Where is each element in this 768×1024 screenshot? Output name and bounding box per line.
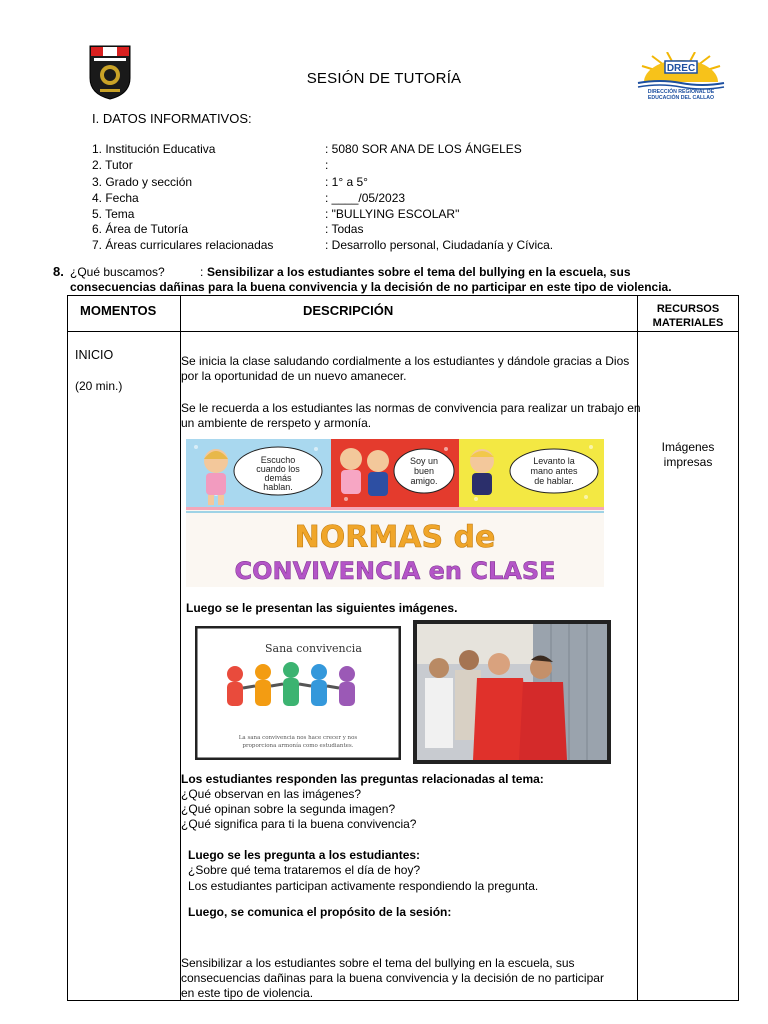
banner-bubble1-line3: demás <box>264 473 292 483</box>
desc-responden-heading: Los estudiantes responden las preguntas relacionadas al tema: <box>181 772 544 786</box>
desc-p2-line1: Se le recuerda a los estudiantes las normas de convivencia para realizar un trabajo en <box>181 401 641 415</box>
sana-convivencia-image <box>195 626 401 760</box>
banner-bubble3-line3: de hablar. <box>534 476 574 486</box>
info-value-tutor: : <box>325 158 329 172</box>
svg-text:DIRECCIÓN REGIONAL DE: DIRECCIÓN REGIONAL DE <box>647 89 715 95</box>
desc-question4: ¿Sobre qué tema trataremos el día de hoy? <box>188 863 421 877</box>
info-value-institucion: : 5080 SOR ANA DE LOS ÁNGELES <box>325 142 522 156</box>
desc-question1: ¿Qué observan en las imágenes? <box>181 787 362 801</box>
info-label-areas-curriculares: 7. Áreas curriculares relacionadas <box>92 238 274 252</box>
desc-p1-line1: Se inicia la clase saludando cordialmente a los estudiantes y dándole gracias a Dios <box>181 354 630 368</box>
desc-luego-presentan: Luego se le presentan las siguientes imágenes. <box>186 601 458 615</box>
banner-bubble1-line4: hablan. <box>263 482 293 492</box>
header-recursos-line2: MATERIALES <box>652 317 724 329</box>
info-label-grado: 3. Grado y sección <box>92 175 193 189</box>
banner-title-line1: NORMAS de <box>294 520 496 555</box>
info-label-tema: 5. Tema <box>92 207 135 221</box>
desc-question2: ¿Qué opinan sobre la segunda imagen? <box>181 802 396 816</box>
banner-bubble2-line1: Soy un <box>409 456 439 466</box>
header-recursos-line1: RECURSOS <box>656 303 720 315</box>
img1-caption-line1: La sana convivencia nos hace crecer y nos <box>238 735 358 741</box>
desc-p2-line2: un ambiente de rerspeto y armonía. <box>181 416 372 430</box>
desc-proposito-line3: en este tipo de violencia. <box>181 986 314 1000</box>
header-momentos: MOMENTOS <box>80 303 157 318</box>
question-colon: : <box>200 265 204 279</box>
img1-title: Sana convivencia <box>265 642 362 655</box>
info-value-areas-curriculares: : Desarrollo personal, Ciudadanía y Cívica. <box>325 238 554 252</box>
banner-bubble2-line3: amigo. <box>410 476 438 486</box>
question-label: ¿Qué buscamos? <box>70 265 165 279</box>
table-divider <box>68 331 738 332</box>
question-number: 8. <box>53 264 64 279</box>
info-value-area: : Todas <box>325 222 364 236</box>
info-label-institucion: 1. Institución Educativa <box>92 142 216 156</box>
momento-duracion: (20 min.) <box>75 379 123 393</box>
desc-proposito-line2: consecuencias dañinas para la buena convivencia y la decisión de no participar <box>181 971 604 985</box>
info-value-grado: : 1° a 5° <box>325 175 368 189</box>
desc-luego-pregunta: Luego se les pregunta a los estudiantes: <box>188 848 421 862</box>
desc-proposito-line1: Sensibilizar a los estudiantes sobre el tema del bullying en la escuela, sus <box>181 956 575 970</box>
info-label-area: 6. Área de Tutoría <box>92 222 189 236</box>
header-descripcion: DESCRIPCIÓN <box>303 303 394 318</box>
desc-question3: ¿Qué significa para ti la buena convivencia? <box>181 817 417 831</box>
banner-bubble2-line2: buen <box>413 466 435 476</box>
desc-participan: Los estudiantes participan activamente respondiendo la pregunta. <box>188 879 539 893</box>
info-value-tema: : "BULLYING ESCOLAR" <box>325 207 460 221</box>
session-table <box>67 295 739 1001</box>
banner-title-line2: CONVIVENCIA en CLASE <box>234 557 556 585</box>
banner-bubble3-line1: Levanto la <box>533 456 575 466</box>
svg-text:DREC: DREC <box>666 63 696 74</box>
recursos-imagenes <box>638 440 738 470</box>
section-heading: I. DATOS INFORMATIVOS: <box>92 111 252 126</box>
recursos-line1: Imágenes <box>661 440 715 454</box>
banner-bubble3-line2: mano antes <box>530 466 578 476</box>
page-title: SESIÓN DE TUTORÍA <box>306 70 462 87</box>
desc-p1-line2: por la oportunidad de un nuevo amanecer. <box>181 369 407 383</box>
momento-inicio: INICIO <box>75 348 114 362</box>
banner-bubble1-line1: Escucho <box>260 455 296 465</box>
recursos-line2: impresas <box>663 455 713 469</box>
normas-convivencia-banner <box>186 439 604 587</box>
banner-bubble1-line2: cuando los <box>256 464 300 474</box>
bullying-photo <box>413 620 611 764</box>
info-value-fecha: : ____/05/2023 <box>325 191 406 205</box>
question-answer-line2: consecuencias dañinas para la buena convivencia y la decisión de no participar en este tipo de violencia. <box>70 280 672 294</box>
header-recursos <box>638 302 738 330</box>
info-label-tutor: 2. Tutor <box>92 158 133 172</box>
img1-caption-line2: proporciona armonía como estudiantes. <box>242 743 354 749</box>
info-label-fecha: 4. Fecha <box>92 191 139 205</box>
question-answer-line1: Sensibilizar a los estudiantes sobre el tema del bullying en la escuela, sus <box>207 265 631 279</box>
desc-luego-proposito: Luego, se comunica el propósito de la sesión: <box>188 905 452 919</box>
svg-text:EDUCACIÓN DEL CALLAO: EDUCACIÓN DEL CALLAO <box>647 95 715 100</box>
